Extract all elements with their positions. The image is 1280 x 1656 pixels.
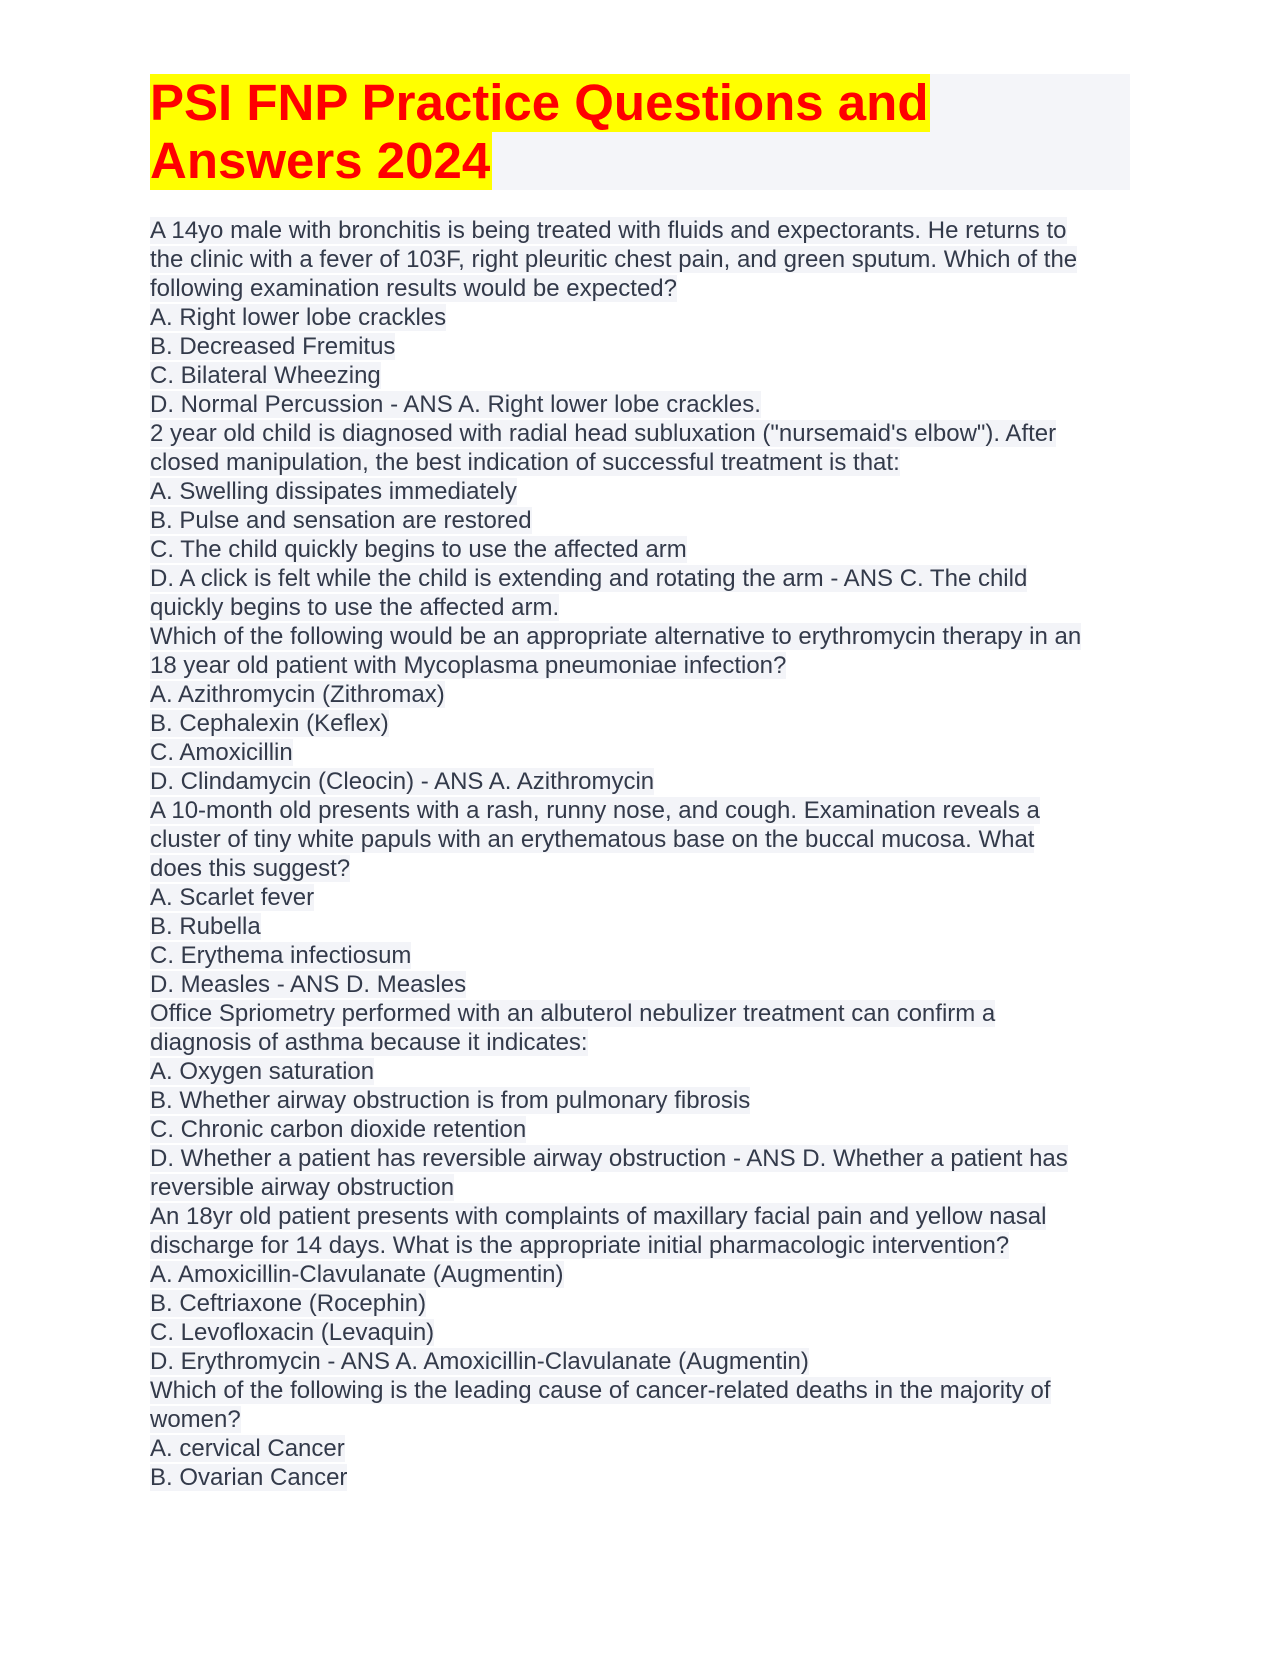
text-line-content: B. Ceftriaxone (Rocephin) [150, 1290, 427, 1317]
text-line-content: D. Normal Percussion - ANS A. Right lower lobe crackles. [150, 391, 761, 418]
text-line-content: A. Azithromycin (Zithromax) [150, 681, 445, 708]
text-line [150, 1028, 1140, 1057]
text-line-content: B. Ovarian Cancer [150, 1464, 348, 1491]
text-line [150, 1144, 1140, 1173]
text-line [150, 1463, 1140, 1492]
text-line [150, 767, 1140, 796]
text-line-content: C. The child quickly begins to use the affected arm [150, 536, 687, 563]
text-line-content: reversible airway obstruction [150, 1174, 455, 1201]
text-line [150, 448, 1140, 477]
text-line-content: C. Erythema infectiosum [150, 942, 412, 969]
text-line-content: discharge for 14 days. What is the appropriate initial pharmacologic intervention? [150, 1232, 1010, 1259]
text-line-content: A. Right lower lobe crackles [150, 304, 447, 331]
text-line-content: D. Whether a patient has reversible airway obstruction - ANS D. Whether a patient has [150, 1145, 1068, 1172]
text-line [150, 1289, 1140, 1318]
text-line [150, 912, 1140, 941]
text-line-content: B. Whether airway obstruction is from pulmonary fibrosis [150, 1087, 751, 1114]
text-line-content: Which of the following is the leading cause of cancer-related deaths in the majority of [150, 1377, 1051, 1404]
text-line-content: D. Clindamycin (Cleocin) - ANS A. Azithromycin [150, 768, 655, 795]
text-line [150, 738, 1140, 767]
text-line [150, 1057, 1140, 1086]
text-line [150, 883, 1140, 912]
text-line-content: A. Swelling dissipates immediately [150, 478, 517, 505]
text-line [150, 1405, 1140, 1434]
text-line-content: A. cervical Cancer [150, 1435, 345, 1462]
text-line-content: C. Levofloxacin (Levaquin) [150, 1319, 435, 1346]
text-line-content: D. Erythromycin - ANS A. Amoxicillin-Clavulanate (Augmentin) [150, 1348, 809, 1375]
text-line-content: B. Cephalexin (Keflex) [150, 710, 389, 737]
text-line-content: C. Amoxicillin [150, 739, 293, 766]
text-line-content: cluster of tiny white papuls with an erythematous base on the buccal mucosa. What [150, 826, 1035, 853]
text-line [150, 999, 1140, 1028]
text-line [150, 361, 1140, 390]
text-line [150, 274, 1140, 303]
text-line [150, 506, 1140, 535]
text-line [150, 680, 1140, 709]
text-line-content: D. Measles - ANS D. Measles [150, 971, 467, 998]
text-line-content: B. Pulse and sensation are restored [150, 507, 532, 534]
text-line [150, 390, 1140, 419]
text-line-content: C. Chronic carbon dioxide retention [150, 1116, 527, 1143]
text-line-content: closed manipulation, the best indication of successful treatment is that: [150, 449, 900, 476]
text-line [150, 796, 1140, 825]
text-line-content: B. Rubella [150, 913, 261, 940]
text-line [150, 1347, 1140, 1376]
title-block [150, 74, 1130, 190]
text-line-content: B. Decreased Fremitus [150, 333, 396, 360]
text-line [150, 1434, 1140, 1463]
text-line [150, 477, 1140, 506]
text-line [150, 1173, 1140, 1202]
text-line [150, 941, 1140, 970]
page-title-line-1: PSI FNP Practice Questions and [150, 74, 929, 131]
text-line-content: women? [150, 1406, 241, 1433]
text-line-content: An 18yr old patient presents with complaints of maxillary facial pain and yellow nasal [150, 1203, 1047, 1230]
text-line-content: D. A click is felt while the child is extending and rotating the arm - ANS C. The child [150, 565, 1028, 592]
text-line [150, 593, 1140, 622]
document-body [150, 216, 1140, 1492]
text-line [150, 622, 1140, 651]
text-line [150, 1115, 1140, 1144]
text-line [150, 419, 1140, 448]
text-line-content: Which of the following would be an appropriate alternative to erythromycin therapy in an [150, 623, 1082, 650]
text-line [150, 651, 1140, 680]
text-line-content: C. Bilateral Wheezing [150, 362, 381, 389]
text-line [150, 1086, 1140, 1115]
text-line-content: the clinic with a fever of 103F, right pleuritic chest pain, and green sputum. Which of the [150, 246, 1078, 273]
text-line-content: does this suggest? [150, 855, 351, 882]
page-title-line-2: Answers 2024 [150, 132, 491, 189]
text-line [150, 216, 1140, 245]
text-line [150, 854, 1140, 883]
text-line-content: A 14yo male with bronchitis is being treated with fluids and expectorants. He returns to [150, 217, 1067, 244]
text-line-content: 18 year old patient with Mycoplasma pneumoniae infection? [150, 652, 787, 679]
text-line-content: A. Oxygen saturation [150, 1058, 375, 1085]
text-line [150, 1231, 1140, 1260]
text-line [150, 970, 1140, 999]
text-line [150, 245, 1140, 274]
text-line [150, 1260, 1140, 1289]
text-line [150, 709, 1140, 738]
text-line [150, 332, 1140, 361]
text-line [150, 535, 1140, 564]
text-line-content: quickly begins to use the affected arm. [150, 594, 560, 621]
text-line [150, 1202, 1140, 1231]
text-line [150, 564, 1140, 593]
text-line [150, 303, 1140, 332]
text-line [150, 825, 1140, 854]
text-line [150, 1318, 1140, 1347]
text-line-content: A 10-month old presents with a rash, runny nose, and cough. Examination reveals a [150, 797, 1040, 824]
text-line-content: diagnosis of asthma because it indicates: [150, 1029, 588, 1056]
text-line-content: 2 year old child is diagnosed with radial head subluxation ("nursemaid's elbow"). After [150, 420, 1057, 447]
text-line [150, 1376, 1140, 1405]
text-line-content: A. Scarlet fever [150, 884, 315, 911]
text-line-content: A. Amoxicillin-Clavulanate (Augmentin) [150, 1261, 564, 1288]
text-line-content: following examination results would be expected? [150, 275, 677, 302]
text-line-content: Office Spriometry performed with an albuterol nebulizer treatment can confirm a [150, 1000, 996, 1027]
